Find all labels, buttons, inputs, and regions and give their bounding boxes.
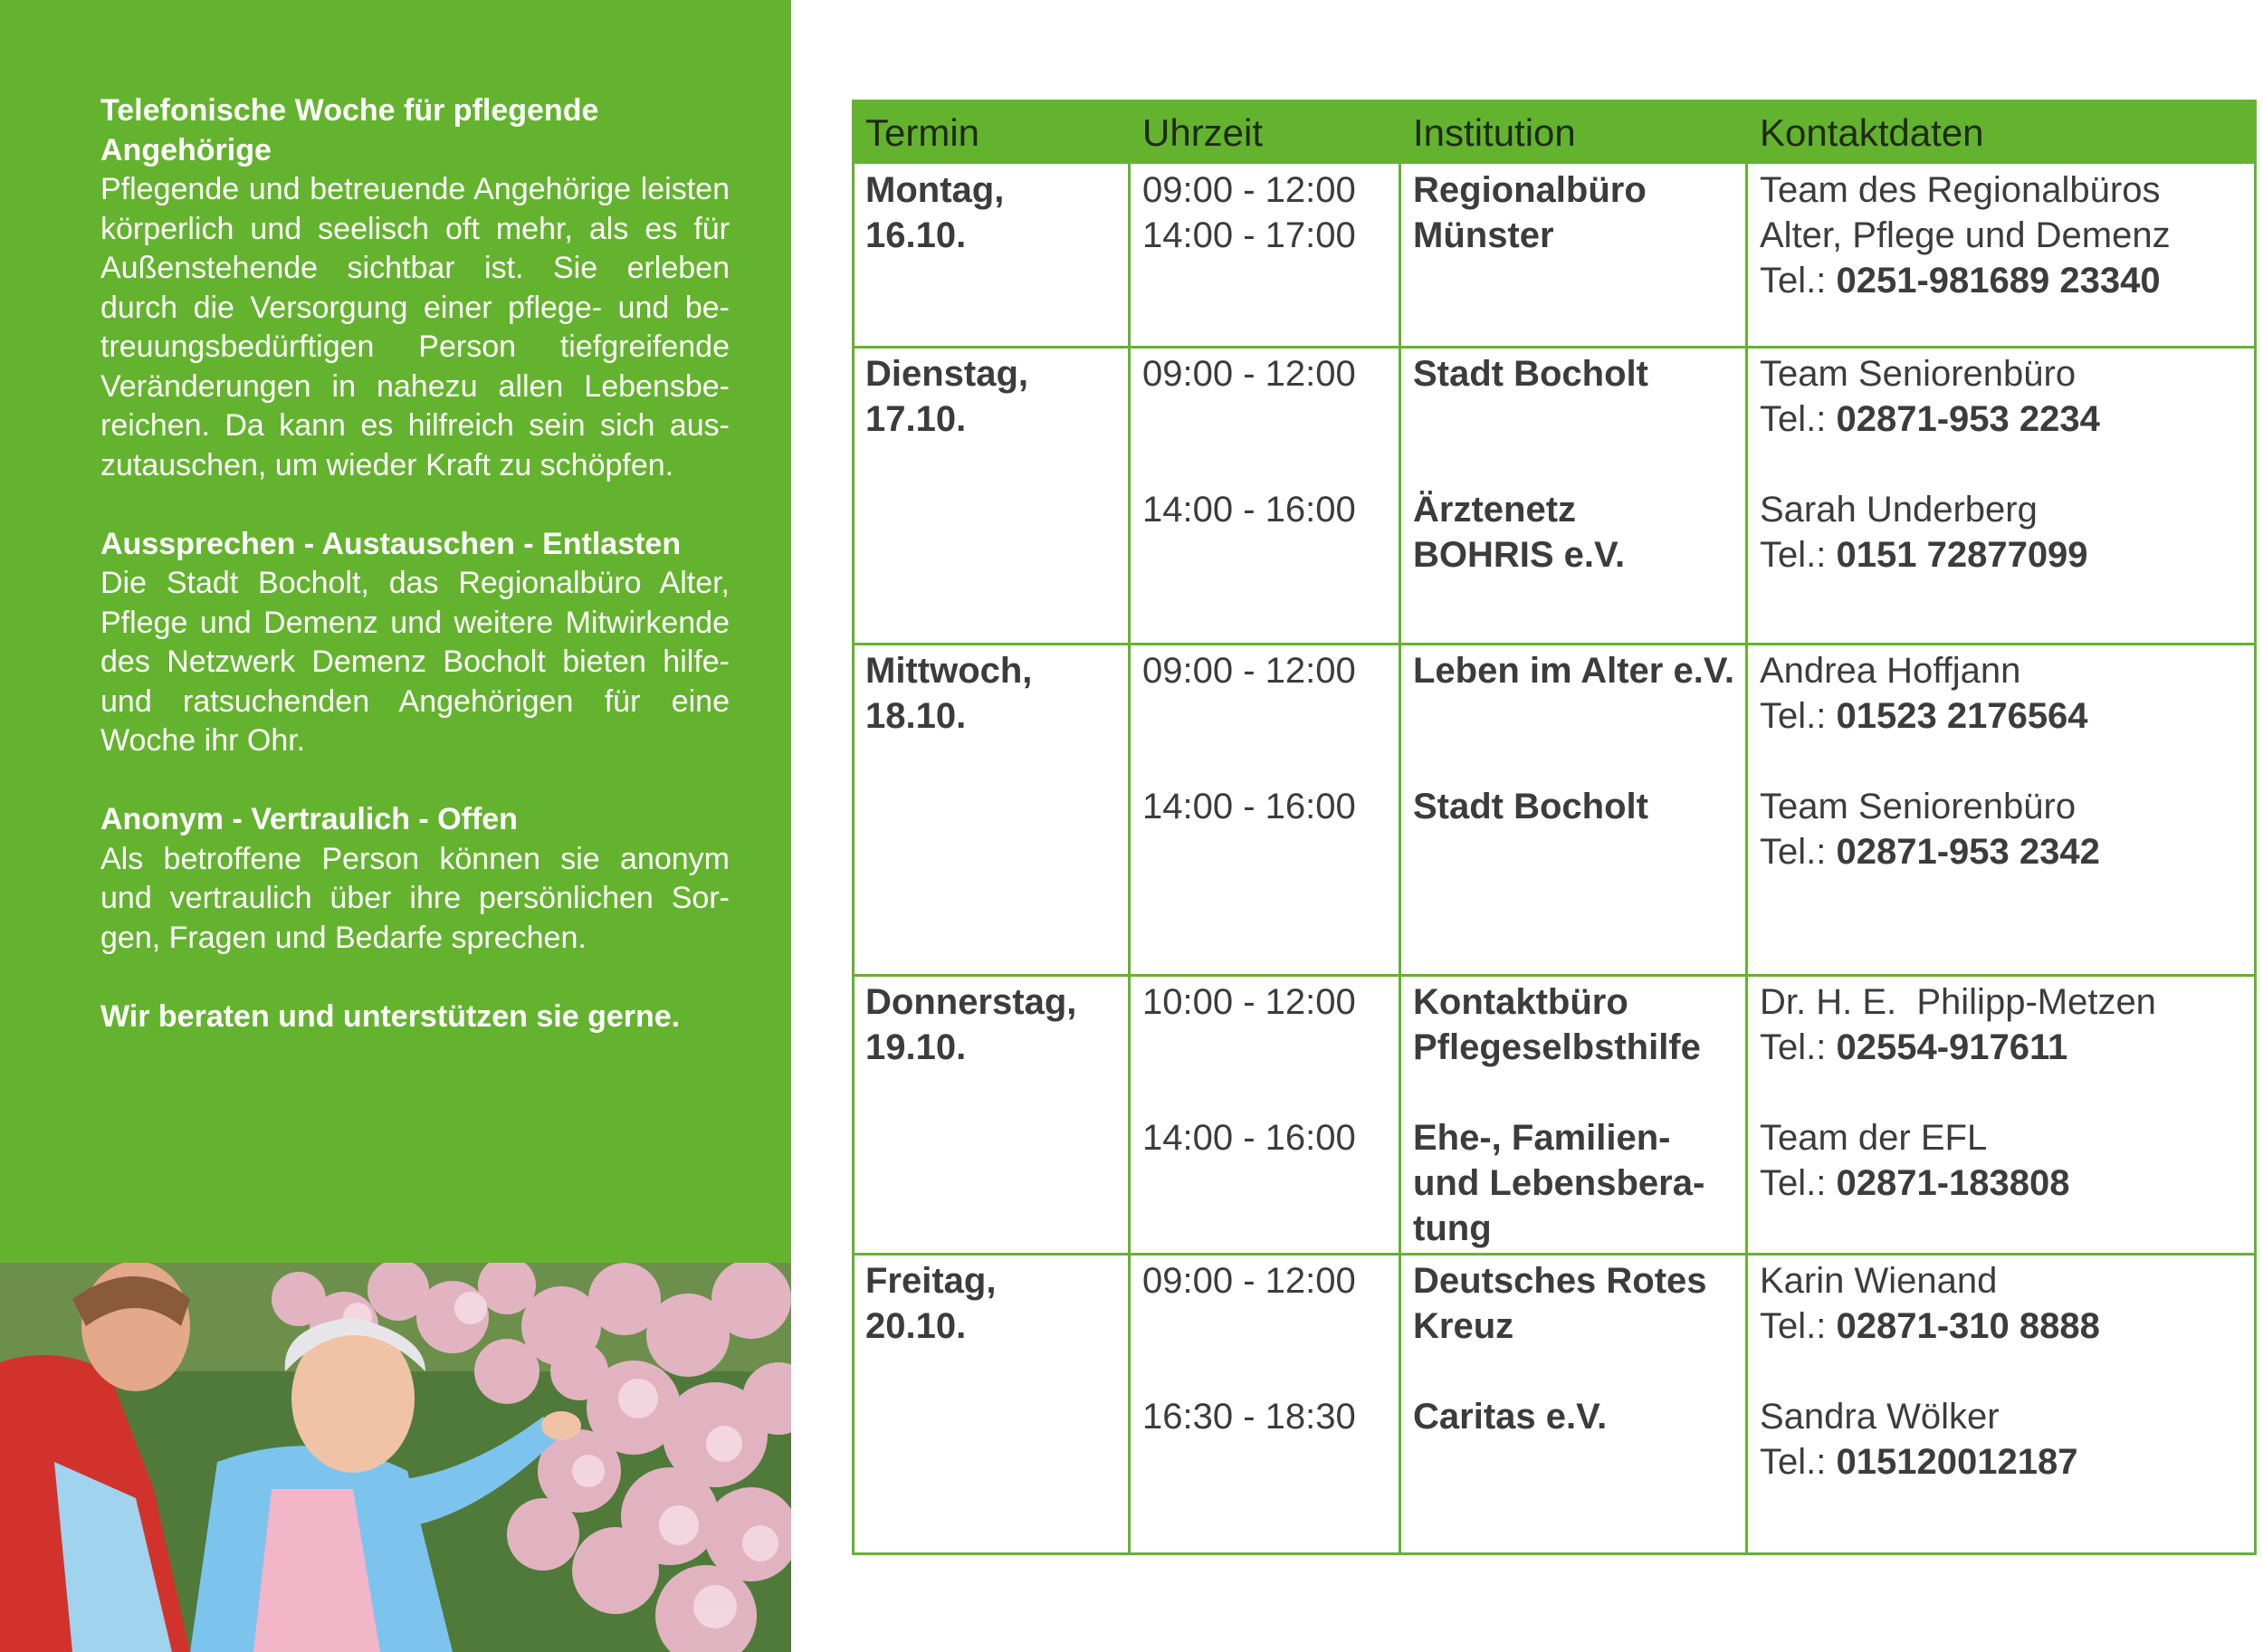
phone-number[interactable]	[1760, 1160, 2070, 1206]
section-heading-aussprechen: Aussprechen - Austauschen - Entlasten	[100, 526, 682, 561]
table-row-donnerstag-time1: 10:00 - 12:00	[1142, 982, 1356, 1022]
day-label: Mittwoch,	[865, 651, 1033, 691]
row-divider	[855, 643, 2254, 645]
date-label: 20.10.	[865, 1306, 967, 1346]
phone-value: 0151 72877099	[1836, 535, 2088, 575]
panel-title-line2: Angehörige	[100, 132, 272, 167]
institution-name: Regionalbüro	[1413, 170, 1647, 210]
contact-name: Alter, Pflege und Demenz	[1760, 215, 2171, 255]
contact-name: Team Seniorenbüro	[1760, 787, 2077, 826]
contact-name: Andrea Hoffjann	[1760, 651, 2021, 691]
tel-prefix: Tel.:	[1760, 1163, 1837, 1203]
contact-name: Dr. H. E. Philipp-Metzen	[1760, 982, 2156, 1022]
phone-value: 02871-183808	[1836, 1163, 2070, 1203]
table-header	[855, 102, 2254, 164]
tel-prefix: Tel.:	[1760, 535, 1837, 575]
phone-number[interactable]	[1760, 1303, 2100, 1349]
row-divider	[855, 346, 2254, 349]
time-slot: 09:00 - 12:00	[1142, 170, 1356, 210]
date-label: 19.10.	[865, 1027, 967, 1067]
day-label: Montag,	[865, 170, 1005, 210]
table-row-donnerstag-institution2	[1402, 1115, 1704, 1251]
institution-name: Münster	[1413, 215, 1554, 255]
caregiver-photo	[0, 1263, 791, 1652]
phone-number[interactable]	[1760, 829, 2100, 874]
date-label: 17.10.	[865, 399, 967, 439]
row-divider	[855, 974, 2254, 977]
table-row-freitag-institution1	[1402, 1258, 1707, 1349]
day-label: Donnerstag,	[865, 982, 1077, 1022]
tel-prefix: Tel.:	[1760, 1442, 1837, 1482]
phone-value: 02554-917611	[1836, 1027, 2068, 1067]
phone-value: 01523 2176564	[1836, 696, 2088, 736]
phone-number[interactable]	[1760, 532, 2088, 578]
table-row-montag-termin	[855, 167, 1004, 258]
table-row-dienstag-time1: 09:00 - 12:00	[1142, 354, 1356, 394]
panel-title-line1: Telefonische Woche für pflegende	[100, 93, 599, 128]
table-row-dienstag-contact2	[1749, 487, 2088, 578]
table-row-dienstag-time2: 14:00 - 16:00	[1142, 490, 1356, 530]
phone-number[interactable]	[1760, 1439, 2077, 1485]
panel-title	[100, 91, 730, 170]
contact-name: Team Seniorenbüro	[1760, 354, 2077, 394]
institution-name: tung	[1413, 1208, 1492, 1248]
column-divider	[1745, 164, 1748, 1552]
table-row-donnerstag-contact2	[1749, 1115, 2070, 1206]
phone-value: 0251-981689 23340	[1836, 261, 2161, 301]
contact-name: Sandra Wölker	[1760, 1397, 2000, 1437]
closing-statement: Wir beraten und unterstützen sie gerne.	[100, 998, 681, 1034]
table-row-mittwoch-time1: 09:00 - 12:00	[1142, 651, 1356, 691]
day-label: Freitag,	[865, 1261, 997, 1301]
header-kontakt: Kontaktdaten	[1760, 111, 1984, 154]
institution-name: BOHRIS e.V.	[1413, 535, 1626, 575]
anonymous-paragraph: Als betroffene Person können sie anonym und vertraulich über ihre persönlichen Sorgen, Fragen und Bedarfe sprechen.	[100, 841, 730, 955]
contact-name: Sarah Underberg	[1760, 490, 2038, 530]
table-row-montag-time	[1132, 167, 1356, 258]
contact-name: Karin Wienand	[1760, 1261, 1998, 1301]
table-row-donnerstag-contact1	[1749, 979, 2156, 1070]
row-divider	[855, 1253, 2254, 1256]
phone-value: 02871-310 8888	[1836, 1306, 2100, 1346]
phone-value: 02871-953 2342	[1836, 832, 2100, 872]
day-label: Dienstag,	[865, 354, 1029, 394]
info-panel	[0, 0, 791, 1263]
section-heading-anonym: Anonym - Vertraulich - Offen	[100, 802, 518, 836]
table-row-mittwoch-institution2: Stadt Bocholt	[1413, 787, 1648, 826]
table-row-dienstag-termin	[855, 351, 1028, 442]
table-row-freitag-time2: 16:30 - 18:30	[1142, 1397, 1356, 1437]
phone-number[interactable]	[1760, 258, 2171, 303]
table-row-mittwoch-termin	[855, 648, 1032, 739]
table-row-freitag-contact1	[1749, 1258, 2100, 1349]
header-institution: Institution	[1413, 111, 1576, 154]
tel-prefix: Tel.:	[1760, 261, 1837, 301]
institution-name: Deutsches Rotes	[1413, 1261, 1707, 1301]
schedule-table	[852, 100, 2257, 1555]
date-label: 16.10.	[865, 215, 967, 255]
table-row-freitag-institution2: Caritas e.V.	[1413, 1397, 1608, 1437]
tel-prefix: Tel.:	[1760, 399, 1837, 439]
tel-prefix: Tel.:	[1760, 696, 1837, 736]
table-row-freitag-termin	[855, 1258, 996, 1349]
table-row-montag-institution	[1402, 167, 1647, 258]
table-row-mittwoch-contact2	[1749, 784, 2100, 874]
tel-prefix: Tel.:	[1760, 1027, 1837, 1067]
table-row-dienstag-contact1	[1749, 351, 2100, 442]
contact-name: Team der EFL	[1760, 1118, 1988, 1158]
phone-number[interactable]	[1760, 1025, 2156, 1070]
table-row-dienstag-institution1: Stadt Bocholt	[1413, 354, 1648, 394]
table-row-donnerstag-time2: 14:00 - 16:00	[1142, 1118, 1356, 1158]
institution-name: Pflegeselbsthilfe	[1413, 1027, 1701, 1067]
contact-name: Team des Regionalbüros	[1760, 170, 2161, 210]
column-divider	[1128, 164, 1131, 1552]
table-row-freitag-contact2	[1749, 1394, 2077, 1485]
info-text	[100, 91, 730, 1036]
intro-paragraph: Pflegende und betreuende Angehörige leisten körperlich und seelisch oft mehr, als es für Außenstehende sichtbar ist. Sie erleben durch die Versorgung einer pflege- und betreuungsbedürftigen Person tiefgreifende Veränderungen in nahezu allen Lebensbereichen. Da kann es hilfreich sein sich auszutauschen, um wieder Kraft zu schöpfen.	[100, 172, 730, 482]
header-termin: Termin	[865, 111, 980, 154]
table-row-mittwoch-institution1: Leben im Alter e.V.	[1413, 651, 1734, 691]
phone-value: 015120012187	[1836, 1442, 2078, 1482]
institution-name: und Lebensbera-	[1413, 1163, 1705, 1203]
table-row-mittwoch-contact1	[1749, 648, 2088, 739]
table-row-donnerstag-institution1	[1402, 979, 1701, 1070]
column-divider	[1399, 164, 1401, 1552]
date-label: 18.10.	[865, 696, 967, 736]
network-paragraph: Die Stadt Bocholt, das Regionalbüro Alter, Pflege und Demenz und weitere Mitwirkende des Netzwerk Demenz Bocholt bieten hilfe- und ratsuchenden Angehörigen für eine Woche ihr Ohr.	[100, 566, 730, 758]
institution-name: Ehe-, Familien-	[1413, 1118, 1671, 1158]
phone-value: 02871-953 2234	[1836, 399, 2100, 439]
header-uhrzeit: Uhrzeit	[1142, 111, 1264, 154]
institution-name: Kreuz	[1413, 1306, 1514, 1346]
phone-number[interactable]	[1760, 396, 2100, 442]
tel-prefix: Tel.:	[1760, 1306, 1837, 1346]
table-row-donnerstag-termin	[855, 979, 1076, 1070]
table-row-freitag-time1: 09:00 - 12:00	[1142, 1261, 1356, 1301]
phone-number[interactable]	[1760, 693, 2088, 739]
table-row-dienstag-institution2	[1402, 487, 1625, 578]
institution-name: Ärztenetz	[1413, 490, 1577, 530]
institution-name: Kontaktbüro	[1413, 982, 1628, 1022]
table-row-montag-contact	[1749, 167, 2171, 303]
table-row-mittwoch-time2: 14:00 - 16:00	[1142, 787, 1356, 826]
tel-prefix: Tel.:	[1760, 832, 1837, 872]
time-slot: 14:00 - 17:00	[1142, 215, 1356, 255]
